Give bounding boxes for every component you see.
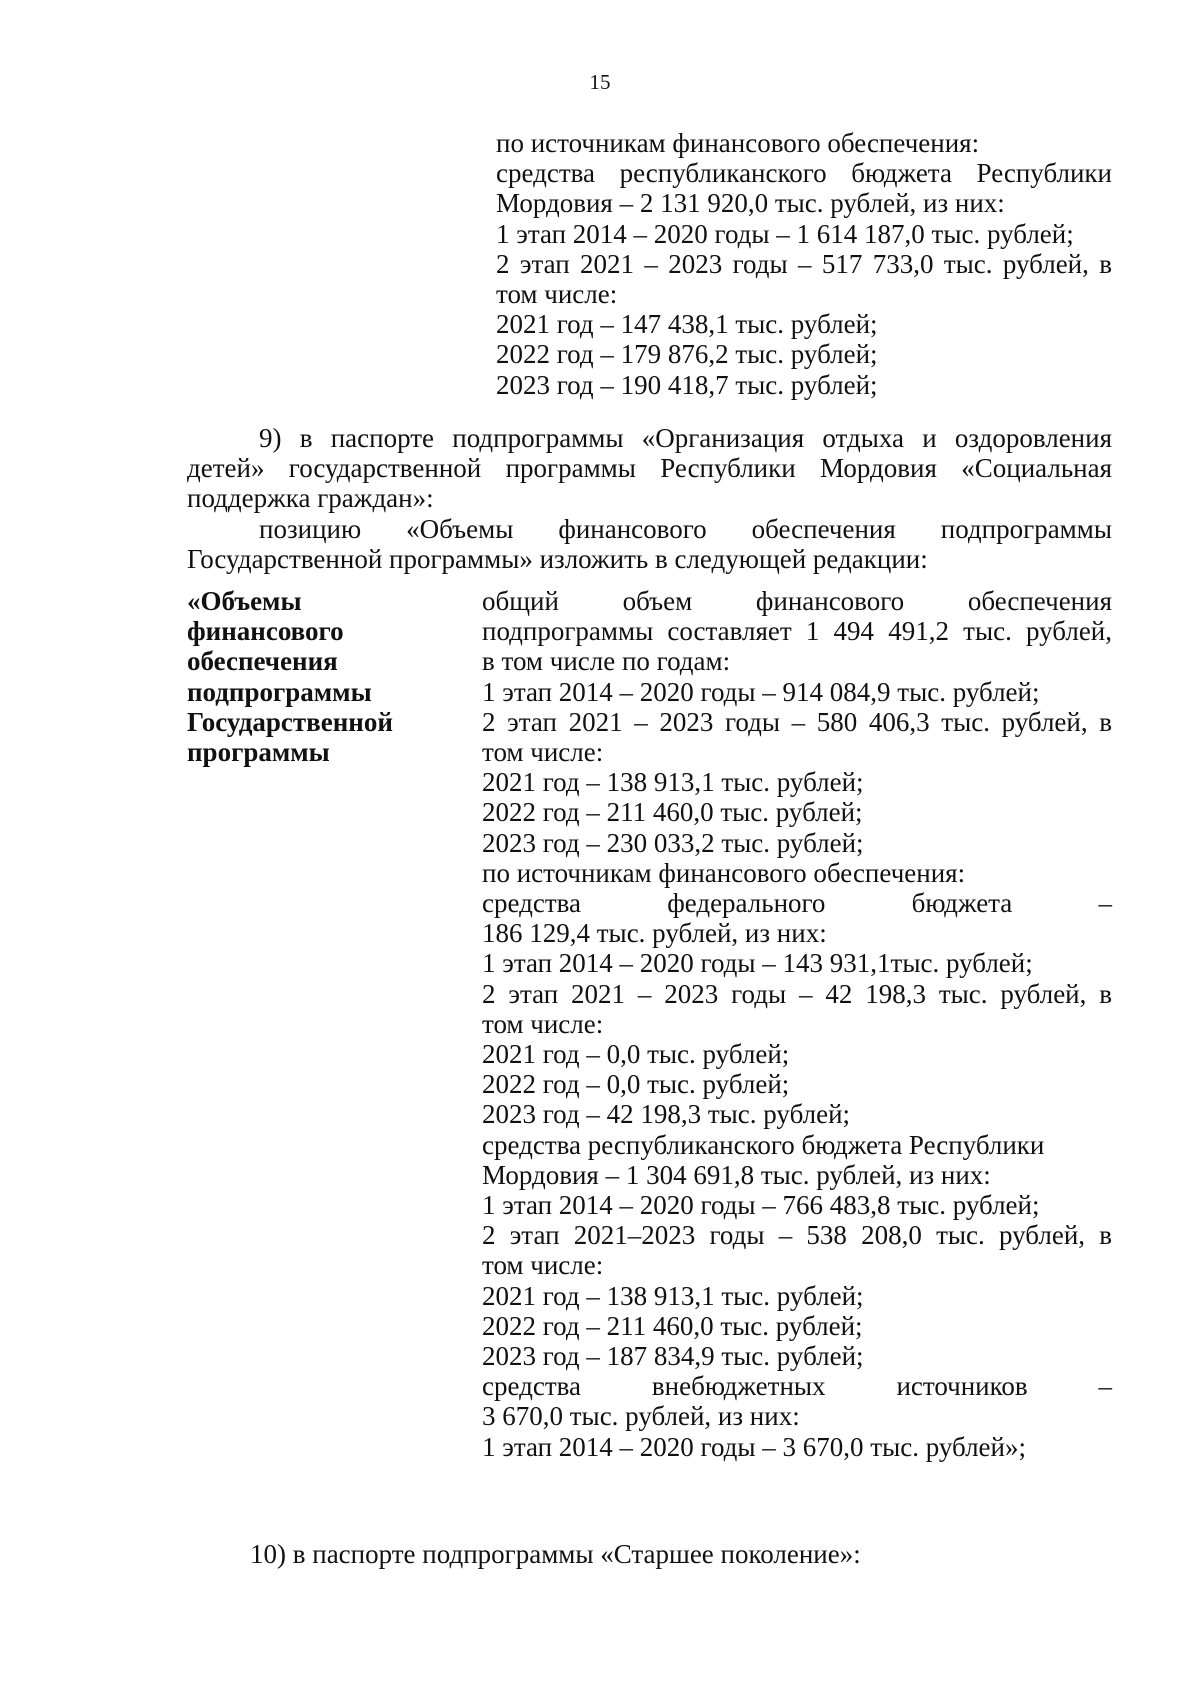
value-line: средства республиканского бюджета Республики <box>482 1129 1045 1160</box>
label-line: обеспечения <box>187 646 338 677</box>
value-line: 1 этап 2014 – 2020 годы – 766 483,8 тыс. рублей; <box>482 1190 1040 1221</box>
text-line: 2021 год – 147 438,1 тыс. рублей; <box>496 309 878 340</box>
text-line: детей» государственной программы Республики Мордовия «Социальная <box>187 453 1112 484</box>
value-line: 2023 год – 187 834,9 тыс. рублей; <box>482 1341 864 1372</box>
label-line: подпрограммы <box>187 676 372 707</box>
passport-row-value <box>482 586 1112 1462</box>
value-line: в том числе по годам: <box>482 646 731 677</box>
value-line: средства внебюджетных источников – <box>482 1371 1112 1402</box>
value-line: 2 этап 2021 – 2023 годы – 580 406,3 тыс. рублей, в <box>482 706 1112 737</box>
item-10-paragraph <box>250 1539 1112 1569</box>
value-line: 2022 год – 211 460,0 тыс. рублей; <box>482 1310 863 1341</box>
funding-sources-continuation <box>496 128 1112 400</box>
value-line: 2023 год – 230 033,2 тыс. рублей; <box>482 827 864 858</box>
value-line: общий объем финансового обеспечения <box>482 586 1112 616</box>
text-line: том числе: <box>496 279 618 310</box>
value-line: 1 этап 2014 – 2020 годы – 914 084,9 тыс. рублей; <box>482 676 1040 707</box>
text-line: по источникам финансового обеспечения: <box>496 128 980 158</box>
value-line: 2021 год – 138 913,1 тыс. рублей; <box>482 1280 864 1311</box>
value-line: Мордовия – 1 304 691,8 тыс. рублей, из них: <box>482 1159 991 1190</box>
text-line: Государственной программы» изложить в следующей редакции: <box>187 543 928 574</box>
value-line: 2 этап 2021–2023 годы – 538 208,0 тыс. рублей, в <box>482 1220 1112 1251</box>
value-line: 2023 год – 42 198,3 тыс. рублей; <box>482 1099 851 1130</box>
text-line: 2022 год – 179 876,2 тыс. рублей; <box>496 339 878 370</box>
value-line: 1 этап 2014 – 2020 годы – 143 931,1тыс. рублей; <box>482 948 1033 979</box>
text-line: 2 этап 2021 – 2023 годы – 517 733,0 тыс. рублей, в <box>496 248 1112 279</box>
value-line: подпрограммы составляет 1 494 491,2 тыс. рублей, <box>482 616 1112 647</box>
page-number: 15 <box>589 70 611 94</box>
text-line: средства республиканского бюджета Республики <box>496 158 1112 189</box>
value-line: том числе: <box>482 737 604 768</box>
text-line: Мордовия – 2 131 920,0 тыс. рублей, из них: <box>496 188 1005 219</box>
value-line: 2 этап 2021 – 2023 годы – 42 198,3 тыс. рублей, в <box>482 978 1112 1009</box>
value-line: по источникам финансового обеспечения: <box>482 857 966 888</box>
text-line: позицию «Объемы финансового обеспечения подпрограммы <box>259 513 1112 544</box>
value-line: 186 129,4 тыс. рублей, из них: <box>482 918 827 949</box>
passport-row-label <box>187 586 467 767</box>
text-line: 10) в паспорте подпрограммы «Старшее поколение»: <box>250 1539 861 1569</box>
text-line: 2023 год – 190 418,7 тыс. рублей; <box>496 369 878 400</box>
label-line: финансового <box>187 616 344 647</box>
value-line: средства федерального бюджета – <box>482 888 1112 919</box>
value-line: том числе: <box>482 1250 604 1281</box>
value-line: 2021 год – 0,0 тыс. рублей; <box>482 1039 790 1070</box>
value-line: том числе: <box>482 1008 604 1039</box>
label-line: «Объемы <box>187 586 302 616</box>
value-line: 1 этап 2014 – 2020 годы – 3 670,0 тыс. рублей»; <box>482 1431 1026 1462</box>
text-line: 1 этап 2014 – 2020 годы – 1 614 187,0 тыс. рублей; <box>496 218 1074 249</box>
value-line: 2021 год – 138 913,1 тыс. рублей; <box>482 767 864 798</box>
text-line: 9) в паспорте подпрограммы «Организация отдыха и оздоровления <box>259 423 1112 453</box>
label-line: программы <box>187 737 330 768</box>
label-line: Государственной <box>187 706 393 737</box>
value-line: 2022 год – 0,0 тыс. рублей; <box>482 1069 790 1100</box>
value-line: 2022 год – 211 460,0 тыс. рублей; <box>482 797 863 828</box>
value-line: 3 670,0 тыс. рублей, из них: <box>482 1401 800 1432</box>
text-line: поддержка граждан»: <box>187 483 434 514</box>
item-9-paragraph <box>187 423 1112 574</box>
